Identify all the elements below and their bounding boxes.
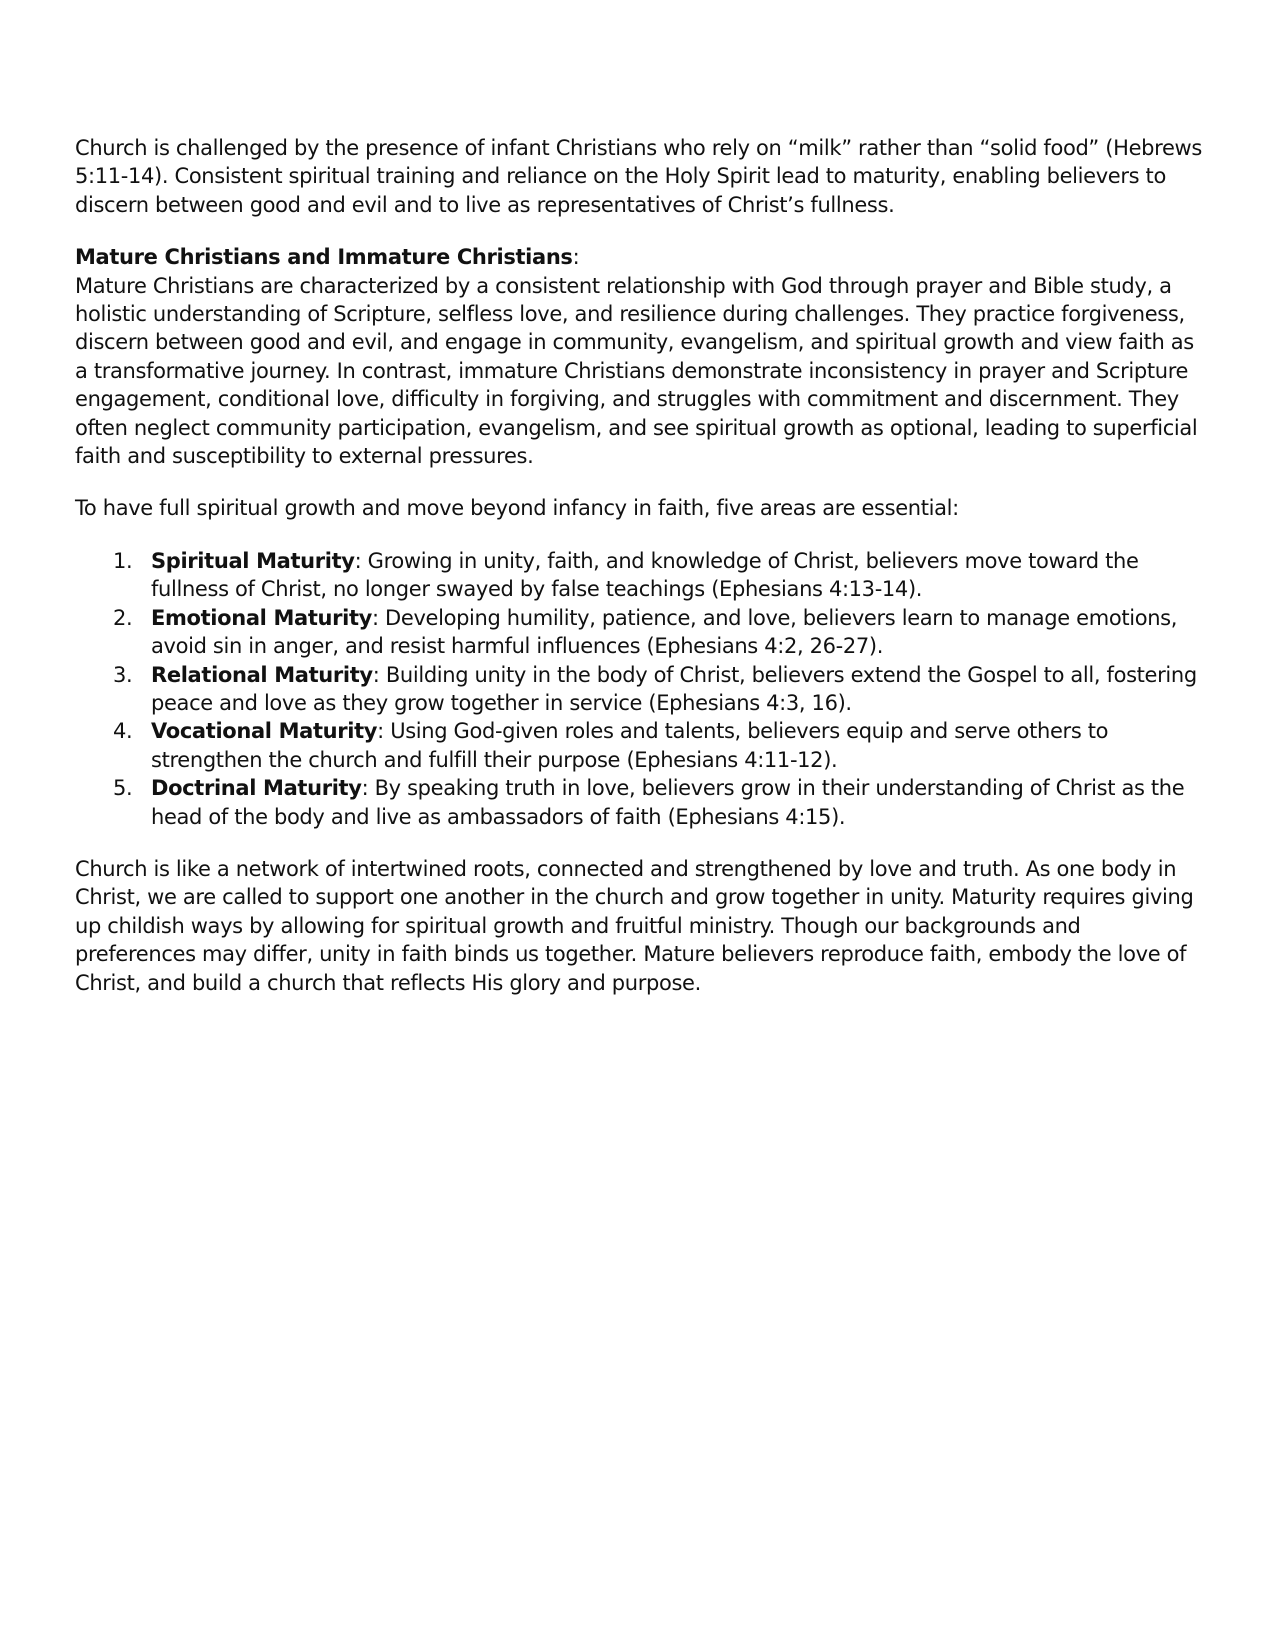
list-item [75,661,1205,718]
list-item-term: Emotional Maturity [151,605,372,630]
list-item [75,547,1205,604]
conclusion-paragraph: Church is like a network of intertwined roots, connected and strengthened by love and truth. As one body in Christ, we are called to support one another in the church and grow together in unity. Maturity requires giving up childish ways by allowing for spiritual growth and fruitful ministry. Though our backgrounds and preferences may differ, unity in faith binds us together. Mature believers reproduce faith, embody the love of Christ, and build a church that reflects His glory and purpose. [75,856,1194,995]
list-item-number: 5. [113,776,133,801]
list-item-text: : Growing in unity, faith, and knowledge of Christ, believers move toward the fullness of Christ, no longer swayed by false teachings (Ephesians 4:13-14). [151,548,1139,602]
list-item [75,774,1205,831]
list-item-term: Spiritual Maturity [151,548,355,573]
list-item [75,604,1205,661]
list-item-number: 3. [113,662,133,687]
list-intro-paragraph: To have full spiritual growth and move beyond infancy in faith, five areas are essential: [75,496,959,521]
list-item-term: Vocational Maturity [151,719,378,744]
section-body-paragraph: Mature Christians are characterized by a consistent relationship with God through prayer and Bible study, a holistic understanding of Scripture, selfless love, and resilience during challenges. They practice forgiveness, discern between good and evil, and engage in community, evangelism, and spiritual growth and view faith as a transformative journey. In contrast, immature Christians demonstrate inconsistency in prayer and Scripture engagement, conditional love, difficulty in forgiving, and struggles with commitment and discernment. They often neglect community participation, evangelism, and see spiritual growth as optional, leading to superficial faith and susceptibility to external pressures. [75,273,1198,469]
section-heading-colon: : [572,245,580,270]
list-item-number: 4. [113,719,133,744]
section-heading [75,243,1205,271]
intro-paragraph: Church is challenged by the presence of infant Christians who rely on “milk” rather than “solid food” (Hebrews 5:11-14). Consistent spiritual training and reliance on the Holy Spirit lead to maturity, enabling believers to discern between good and evil and to live as representatives of Christ’s fullness. [75,136,1202,217]
maturity-areas-list [75,547,1205,831]
list-item-number: 2. [113,605,133,630]
list-item-text: : Building unity in the body of Christ, believers extend the Gospel to all, fostering peace and love as they grow together in service (Ephesians 4:3, 16). [151,662,1197,715]
list-item-text: : By speaking truth in love, believers grow in their understanding of Christ as the head of the body and live as ambassadors of faith (Ephesians 4:15). [151,776,1185,829]
list-item [75,717,1205,774]
list-item-number: 1. [113,548,133,573]
section-heading-title: Mature Christians and Immature Christians [75,245,573,270]
document-page [75,134,1205,997]
list-item-text: : Using God-given roles and talents, believers equip and serve others to strengthen the church and fulfill their purpose (Ephesians 4:11-12). [151,719,1109,772]
list-item-text: : Developing humility, patience, and love, believers learn to manage emotions, avoid sin in anger, and resist harmful influences (Ephesians 4:2, 26-27). [151,605,1178,659]
list-item-term: Doctrinal Maturity [151,776,362,801]
list-item-term: Relational Maturity [151,662,373,687]
